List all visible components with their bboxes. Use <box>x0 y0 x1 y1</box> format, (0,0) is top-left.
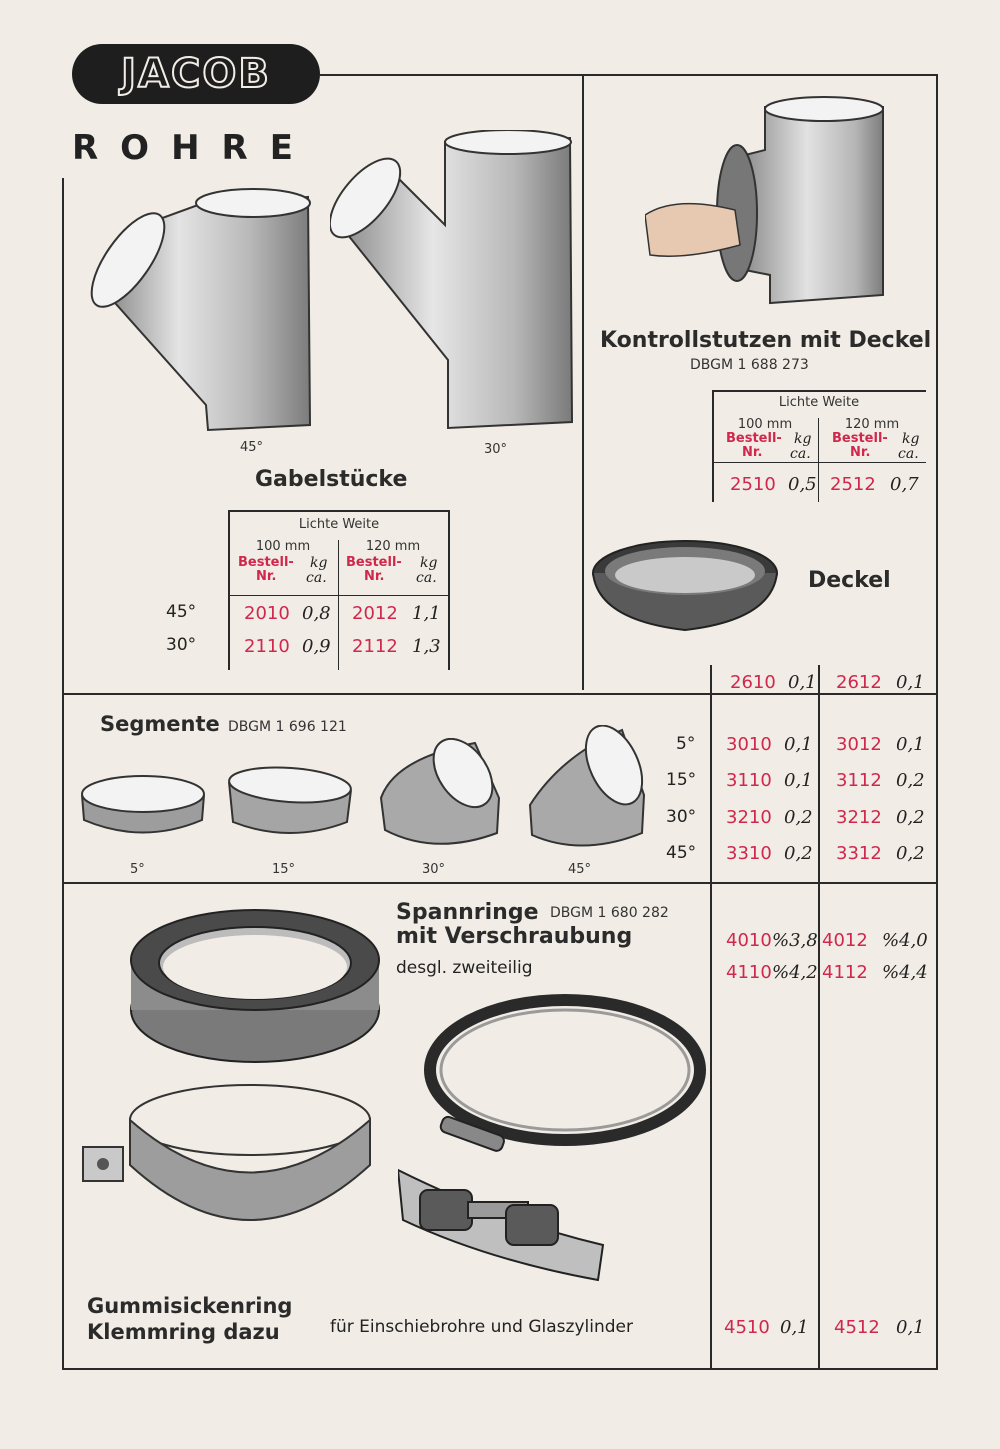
kontroll-kg-2: kg <box>902 431 920 447</box>
center-divider-line <box>582 76 584 690</box>
gabel-angle-45-label: 45° <box>240 440 264 455</box>
gabel-angle-30-label: 30° <box>484 442 508 457</box>
seg-row4-n2: 3312 <box>836 843 882 864</box>
spann-row2-w2: %4,4 <box>882 962 928 983</box>
gabel-row1-n1: 2010 <box>244 603 290 624</box>
segment-15-image <box>225 760 355 845</box>
gabel-bestell-1: Bestell- <box>238 555 294 570</box>
frame-left-line <box>62 178 64 1370</box>
segment-label-30: 30° <box>422 862 446 877</box>
seg-row2-w1: 0,1 <box>784 770 813 791</box>
frame-top-line <box>320 74 938 76</box>
frame-right-line <box>936 74 938 1370</box>
gabel-kg-1: kg <box>310 555 328 571</box>
gabel-kg-2: kg <box>420 555 438 571</box>
rubber-ring-image <box>125 905 385 1070</box>
kontroll-n1: 2510 <box>730 474 776 495</box>
gabel-row1-w2: 1,1 <box>412 603 441 624</box>
gabel-row2-w2: 1,3 <box>412 636 441 657</box>
seg-row3-angle: 30° <box>666 807 697 827</box>
kontroll-kg-1: kg <box>794 431 812 447</box>
gabel-col1-header: 100 mm <box>255 539 311 554</box>
gummi-w1: 0,1 <box>780 1317 809 1338</box>
segment-label-15: 15° <box>272 862 296 877</box>
gummi-w2: 0,1 <box>896 1317 925 1338</box>
spann-row2-n1: 4110 <box>726 962 772 983</box>
gabel-row2-n1: 2110 <box>244 636 290 657</box>
seg-row4-w2: 0,2 <box>896 843 925 864</box>
kontroll-col1-header: 100 mm <box>737 417 793 432</box>
deckel-n1: 2610 <box>730 672 776 693</box>
seg-row1-w2: 0,1 <box>896 734 925 755</box>
seg-row1-w1: 0,1 <box>784 734 813 755</box>
segment-label-45: 45° <box>568 862 592 877</box>
seg-row3-w1: 0,2 <box>784 807 813 828</box>
seg-row2-w2: 0,2 <box>896 770 925 791</box>
gummi-title2: Klemmring dazu <box>87 1320 280 1344</box>
gabel-ca-1: ca. <box>306 570 327 586</box>
gabel-table <box>228 510 450 670</box>
segmente-patent: DBGM 1 696 121 <box>228 719 347 735</box>
deckel-title: Deckel <box>808 568 891 593</box>
deckel-image <box>588 535 783 650</box>
gummi-description: für Einschiebrohre und Glaszylinder <box>330 1317 633 1337</box>
segment-5-image <box>78 770 208 845</box>
gabel-nr-1: Nr. <box>256 569 277 584</box>
seg-row4-w1: 0,2 <box>784 843 813 864</box>
gummi-n1: 4510 <box>724 1317 770 1338</box>
seg-row2-angle: 15° <box>666 770 697 790</box>
control-pipe-image <box>645 95 895 310</box>
kontroll-title: Kontrollstutzen mit Deckel <box>600 328 932 353</box>
seg-row4-angle: 45° <box>666 843 697 863</box>
segment-30-image <box>375 738 505 858</box>
gabel-lichte-weite: Lichte Weite <box>298 517 380 532</box>
clamping-ring-image <box>415 985 715 1185</box>
spann-row1-n1: 4010 <box>726 930 772 951</box>
page-heading: ROHRE <box>72 128 315 168</box>
kontroll-w1: 0,5 <box>788 474 817 495</box>
gabel-row1-w1: 0,8 <box>302 603 331 624</box>
section-divider-1 <box>62 693 938 695</box>
seg-row1-n2: 3012 <box>836 734 882 755</box>
spann-title: Spannringe <box>396 900 539 925</box>
segment-45-image <box>522 725 652 860</box>
gabel-ca-2: ca. <box>416 570 437 586</box>
seg-row1-angle: 5° <box>676 734 696 754</box>
gabel-row2-n2: 2112 <box>352 636 398 657</box>
kontroll-nr-1: Nr. <box>742 445 763 460</box>
section-divider-2 <box>62 882 938 884</box>
spann-row2-w1: %4,2 <box>772 962 818 983</box>
gabel-col2-header: 120 mm <box>365 539 421 554</box>
seg-row2-n2: 3112 <box>836 770 882 791</box>
logo-text: JACOB <box>121 51 271 97</box>
seg-row3-n2: 3212 <box>836 807 882 828</box>
gabel-nr-2: Nr. <box>364 569 385 584</box>
kontroll-nr-2: Nr. <box>850 445 871 460</box>
kontroll-ca-1: ca. <box>790 446 811 462</box>
price-column-line-2 <box>818 665 820 1370</box>
kontroll-ca-2: ca. <box>898 446 919 462</box>
gummi-title1: Gummisickenring <box>87 1294 293 1318</box>
clamp-ring-image <box>75 1075 385 1275</box>
deckel-w1: 0,1 <box>788 672 817 693</box>
gummi-n2: 4512 <box>834 1317 880 1338</box>
kontroll-n2: 2512 <box>830 474 876 495</box>
kontroll-patent: DBGM 1 688 273 <box>690 357 809 373</box>
kontroll-col2-header: 120 mm <box>844 417 900 432</box>
spann-row1-w1: %3,8 <box>772 930 818 951</box>
segment-label-5: 5° <box>130 862 145 877</box>
seg-row4-n1: 3310 <box>726 843 772 864</box>
kontroll-lichte-weite: Lichte Weite <box>778 395 860 410</box>
y-pipe-45-image <box>88 185 328 440</box>
spann-patent: DBGM 1 680 282 <box>550 905 669 921</box>
gabel-row2-w1: 0,9 <box>302 636 331 657</box>
gabel-bestell-2: Bestell- <box>346 555 402 570</box>
y-pipe-30-image <box>330 130 580 440</box>
spann-title2: mit Verschraubung <box>396 924 633 949</box>
kontroll-bestell-1: Bestell- <box>726 431 782 446</box>
spann-row1-n2: 4012 <box>822 930 868 951</box>
deckel-n2: 2612 <box>836 672 882 693</box>
seg-row3-n1: 3210 <box>726 807 772 828</box>
seg-row3-w2: 0,2 <box>896 807 925 828</box>
kontroll-bestell-2: Bestell- <box>832 431 888 446</box>
spann-row2-n2: 4112 <box>822 962 868 983</box>
seg-row2-n1: 3110 <box>726 770 772 791</box>
spann-row1-w2: %4,0 <box>882 930 928 951</box>
segmente-title: Segmente <box>100 712 220 736</box>
gabel-row2-angle: 30° <box>166 635 197 655</box>
jacob-logo <box>72 44 320 104</box>
gabel-title: Gabelstücke <box>255 467 408 492</box>
kontroll-table <box>712 390 926 502</box>
deckel-w2: 0,1 <box>896 672 925 693</box>
gabel-row1-angle: 45° <box>166 602 197 622</box>
spann-subtitle: desgl. zweiteilig <box>396 958 533 978</box>
seg-row1-n1: 3010 <box>726 734 772 755</box>
frame-bottom-line <box>62 1368 938 1370</box>
screw-closeup-image <box>398 1160 608 1295</box>
gabel-row1-n2: 2012 <box>352 603 398 624</box>
kontroll-w2: 0,7 <box>890 474 919 495</box>
